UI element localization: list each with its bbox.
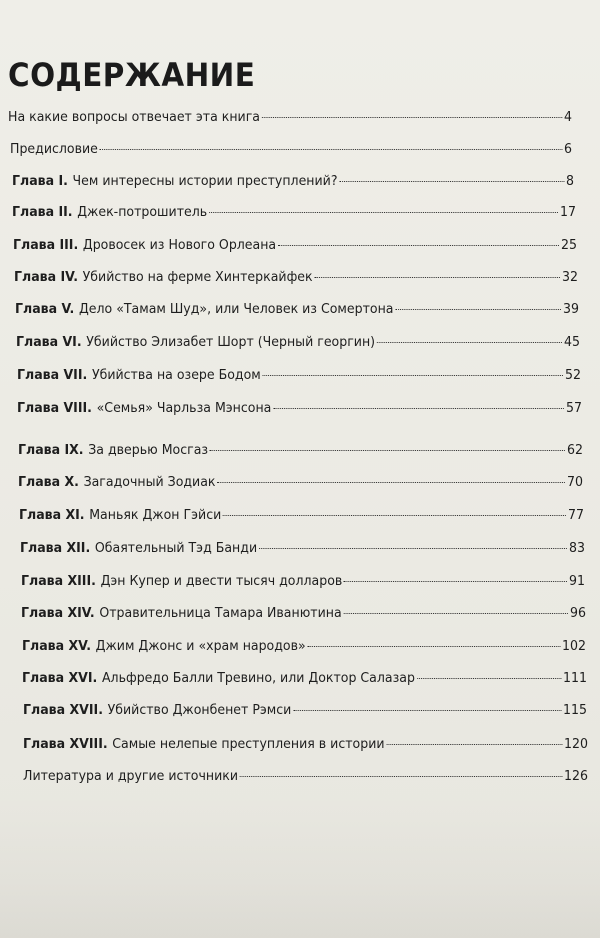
chapter-label: Глава X. [18, 474, 79, 490]
page-number: 39 [563, 301, 579, 317]
entry-title: «Семья» Чарльза Мэнсона [96, 400, 272, 416]
toc-entry [8, 108, 572, 126]
page-number: 115 [563, 702, 587, 718]
page-number: 70 [567, 474, 583, 490]
toc-entry [21, 572, 585, 590]
dot-leader [339, 181, 564, 182]
page-number: 102 [562, 638, 586, 654]
page-title: СОДЕРЖАНИЕ [8, 56, 256, 94]
chapter-label: Глава VIII. [17, 400, 92, 416]
page-number: 45 [564, 334, 580, 350]
entry-title: Джек-потрошитель [77, 204, 208, 220]
dot-leader [210, 450, 565, 451]
toc-entry [16, 333, 580, 351]
dot-leader [100, 149, 562, 150]
entry-title: Обаятельный Тэд Банди [94, 540, 258, 556]
page-number: 57 [566, 400, 582, 416]
page-number: 25 [561, 237, 577, 253]
dot-leader [377, 342, 562, 343]
dot-leader [217, 482, 565, 483]
entry-title: Дэн Купер и двести тысяч долларов [100, 573, 343, 589]
chapter-label: Глава IX. [18, 442, 84, 458]
chapter-label: Глава IV. [14, 269, 78, 285]
toc-entry [23, 767, 588, 785]
dot-leader [273, 408, 564, 409]
entry-title: Чем интересны истории преступлений? [72, 173, 338, 189]
toc-entry [12, 203, 576, 221]
entry-title: Убийства на озере Бодом [91, 367, 261, 383]
toc-entry [20, 539, 585, 557]
toc-entry [18, 441, 583, 459]
dot-leader [395, 309, 561, 310]
entry-title: Убийство Джонбенет Рэмси [107, 702, 292, 718]
dot-leader [344, 581, 567, 582]
toc-entry [18, 473, 583, 491]
dot-leader [344, 613, 569, 614]
entry-title: Убийство Элизабет Шорт (Черный георгин) [86, 334, 376, 350]
toc-entry [22, 669, 587, 687]
page-number: 17 [560, 204, 576, 220]
dot-leader [240, 776, 562, 777]
toc-entry [15, 300, 579, 318]
entry-title: Литература и другие источники [23, 768, 238, 784]
chapter-label: Глава I. [12, 173, 68, 189]
page-number: 52 [565, 367, 581, 383]
entry-title: Отравительница Тамара Иванютина [99, 605, 342, 621]
page-number: 32 [562, 269, 578, 285]
chapter-label: Глава XII. [20, 540, 91, 556]
chapter-label: Глава XVIII. [23, 736, 108, 752]
chapter-label: Глава XVI. [22, 670, 98, 686]
toc-entry [23, 701, 587, 719]
dot-leader [263, 375, 564, 376]
entry-title: Дело «Тамам Шуд», или Человек из Сомертона [78, 301, 394, 317]
page-number: 62 [567, 442, 583, 458]
dot-leader [262, 117, 562, 118]
entry-title: Убийство на ферме Хинтеркайфек [82, 269, 313, 285]
toc-entry [17, 366, 581, 384]
dot-leader [209, 212, 558, 213]
entry-title: Загадочный Зодиак [83, 474, 216, 490]
toc-entry [12, 172, 574, 190]
chapter-label: Глава II. [12, 204, 73, 220]
page-number: 83 [569, 540, 585, 556]
page-number: 91 [569, 573, 585, 589]
dot-leader [223, 515, 566, 516]
page-number: 111 [563, 670, 587, 686]
chapter-label: Глава III. [13, 237, 79, 253]
toc-entry [19, 506, 584, 524]
toc-entry [22, 637, 586, 655]
chapter-label: Глава XV. [22, 638, 92, 654]
chapter-label: Глава XIII. [21, 573, 96, 589]
page-number: 120 [564, 736, 588, 752]
toc-entry [21, 604, 586, 622]
chapter-label: Глава VII. [17, 367, 88, 383]
entry-title: Самые нелепые преступления в истории [112, 736, 385, 752]
chapter-label: Глава VI. [16, 334, 82, 350]
dot-leader [308, 646, 561, 647]
toc-entry [23, 735, 588, 753]
page-number: 6 [564, 141, 572, 157]
toc-entry [17, 399, 582, 417]
chapter-label: Глава XVII. [23, 702, 103, 718]
page-number: 4 [563, 109, 572, 125]
toc-entry [10, 140, 572, 158]
dot-leader [314, 277, 560, 278]
chapter-label: Глава XIV. [21, 605, 95, 621]
dot-leader [293, 710, 561, 711]
entry-title: На какие вопросы отвечает эта книга [8, 109, 261, 125]
chapter-label: Глава XI. [19, 507, 85, 523]
entry-title: Альфредо Балли Тревино, или Доктор Салазар [101, 670, 415, 686]
entry-title: За дверью Мосгаз [88, 442, 209, 458]
dot-leader [386, 744, 562, 745]
dot-leader [278, 245, 559, 246]
entry-title: Дровосек из Нового Орлеана [82, 237, 277, 253]
page-number: 8 [566, 173, 574, 189]
entry-title: Джим Джонс и «храм народов» [95, 638, 306, 654]
page-number: 96 [570, 605, 586, 621]
dot-leader [417, 678, 561, 679]
toc-entry [13, 236, 577, 254]
page-number: 126 [564, 768, 588, 784]
dot-leader [259, 548, 567, 549]
toc-entry [14, 268, 578, 286]
chapter-label: Глава V. [15, 301, 75, 317]
page-number: 77 [568, 507, 584, 523]
entry-title: Маньяк Джон Гэйси [89, 507, 222, 523]
entry-title: Предисловие [10, 141, 98, 157]
